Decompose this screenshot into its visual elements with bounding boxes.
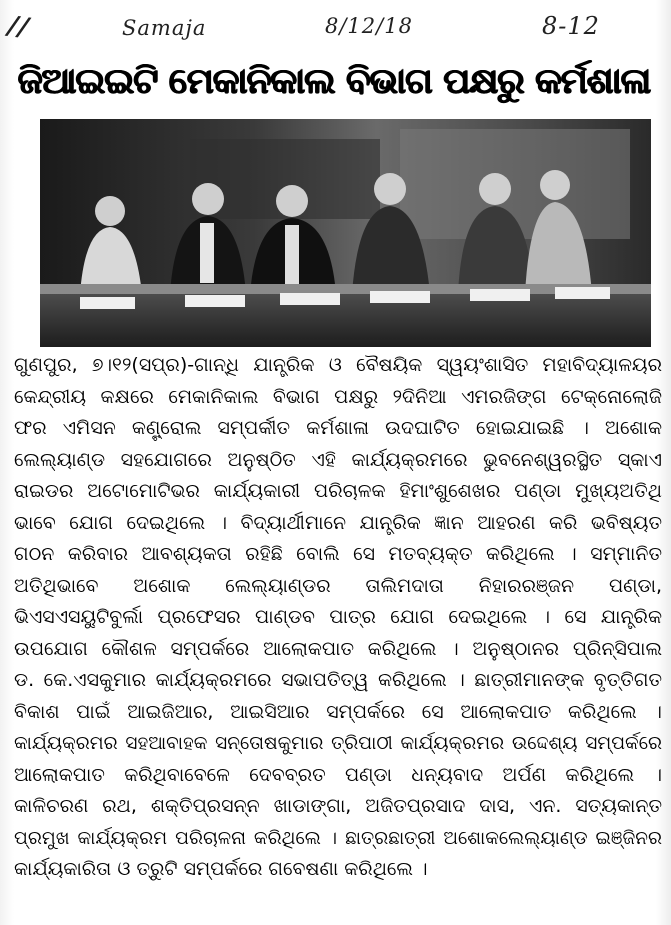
article-line: ଆଲୋକପାତ କରିଥିବାବେଳେ ଦେବବ୍ରତ ପଣ୍ଡା ଧନ୍ୟବାଦ ଅର୍ପଣ କରିଥିଲେ । (14, 763, 662, 786)
handwritten-date: 8/12/18 (325, 14, 413, 38)
article-body (14, 350, 662, 886)
article-headline: ଜିଆଇଇଟି ମେକାନିକାଲ ବିଭାଗ ପକ୍ଷରୁ କର୍ମଶାଳା (17, 61, 651, 102)
article-line: ଗଠନ କରିବାର ଆବଶ୍ୟକତା ରହିଛି ବୋଲି ସେ ମତବ୍ୟକ୍ତ କରିଥିଲେ । ସମ୍ମାନିତ (14, 543, 662, 565)
article-line: ଲେଲ୍ୟାଣ୍ଡ ସହଯୋଗରେ ଅନୁଷ୍ଠିତ ଏହି କାର୍ଯ୍ୟକ୍ରମରେ ଭୁବନେଶ୍ୱରସ୍ଥିତ ସ୍କାଏ (14, 448, 662, 471)
handwritten-mark: // (6, 10, 31, 44)
article-line: ବିକାଶ ପାଇଁ ଆଇଜିଆର, ଆଇସିଆର ସମ୍ପର୍କରେ ସେ ଆଲୋକପାତ କରିଥିଲେ । (14, 700, 662, 723)
article-line: ଡ. କେ.ଏସକୁମାର କାର୍ଯ୍ୟକ୍ରମରେ ସଭାପତିତ୍ୱ କରିଥିଲେ । ଛାତ୍ରୀମାନଙ୍କ ବୃତ୍ତିଗତ (14, 669, 662, 691)
article-line: ଅତିଥିଭାବେ ଅଶୋକ ଲେଲ୍ୟାଣ୍ଡର ତାଲିମଦାତା ନିହାରରଞ୍ଜନ ପଣ୍ଡା, (14, 574, 662, 597)
article-line: କେନ୍ଦ୍ରୀୟ କକ୍ଷରେ ମେକାନିକାଲ ବିଭାଗ ପକ୍ଷରୁ ୨ଦିନିଆ ଏମରଜିଙ୍ଗ ଟେକ୍ନୋଲୋଜି (14, 385, 662, 408)
article-line: ଫର ଏମିସନ କଣ୍ଟ୍ରୋଲ ସମ୍ପର୍କୀତ କର୍ମଶାଳା ଉଦଘାଟିତ ହୋଇଯାଇଛି । ଅଶୋକ (14, 417, 662, 439)
article-line: ଗୁଣପୁର, ୭।୧୨(ସପ୍ର)-ଗାନ୍ଧି ଯାନ୍ତ୍ରିକ ଓ ବୈଷୟିକ ସ୍ୱୟଂଶାସିତ ମହାବିଦ୍ୟାଳୟର (14, 354, 662, 376)
article-line: ଭାବେ ଯୋଗ ଦେଇଥିଲେ । ବିଦ୍ୟାର୍ଥୀମାନେ ଯାନ୍ତ୍ରିକ ଜ୍ଞାନ ଆହରଣ କରି ଭବିଷ୍ୟତ (14, 511, 662, 534)
article-line: ପ୍ରମୁଖ କାର୍ଯ୍ୟକ୍ରମ ପରିଚାଳନା କରିଥିଲେ । ଛାତ୍ରଛାତ୍ରୀ ଅଶୋକଲେଲ୍ୟାଣ୍ଡ ଇଞ୍ଜିନର (14, 827, 662, 849)
article-line: କାର୍ଯ୍ୟକ୍ରମର ସହଆବାହକ ସନ୍ତୋଷକୁମାର ତ୍ରିପାଠୀ କାର୍ଯ୍ୟକ୍ରମର ଉଦ୍ଦେଶ୍ୟ ସମ୍ପର୍କରେ (14, 733, 662, 754)
article-photo (40, 119, 651, 347)
article-line: ଭିଏସଏସୟୁଟିବୁର୍ଲା ପ୍ରଫେସର ପାଣ୍ଡବ ପାତ୍ର ଯୋଗ ଦେଇଥିଲେ । ସେ ଯାନ୍ତ୍ରିକ (14, 606, 662, 628)
handwritten-source: Samaja (122, 16, 207, 40)
article-line: କାର୍ଯ୍ୟକାରିତା ଓ ତ୍ରୁଟି ସମ୍ପର୍କରେ ଗବେଷଣା କରିଥିଲେ । (14, 858, 428, 880)
article-line: ରାଇଡର ଅଟୋମୋଟିଭର କାର୍ଯ୍ୟକାରୀ ପରିଚାଳକ ହିମାଂଶୁଶେଖର ପଣ୍ଡା ମୁଖ୍ୟଅତିଥି (14, 480, 662, 502)
handwritten-annotations (0, 10, 671, 50)
article-line: ଉପଯୋଗ କୌଶଳ ସମ୍ପର୍କରେ ଆଲୋକପାତ କରିଥିଲେ । ଅନୁଷ୍ଠାନର ପ୍ରିନ୍ସିପାଲ (14, 637, 662, 660)
article-line: କାଳିଚରଣ ରଥ, ଶକ୍ତିପ୍ରସନ୍ନ ଖାଡାଙ୍ଗା, ଅଜିତପ୍ରସାଦ ଦାସ, ଏନ. ସତ୍ୟକାନ୍ତ (14, 795, 662, 817)
handwritten-page: 8-12 (542, 12, 600, 40)
photo-icon (40, 119, 651, 347)
